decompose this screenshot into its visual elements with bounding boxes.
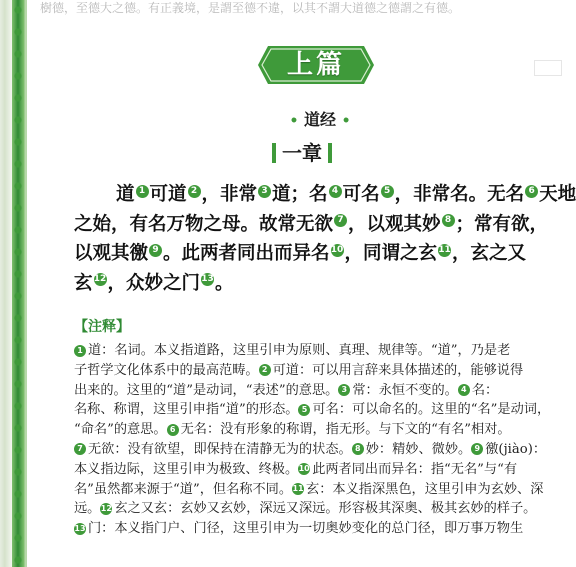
footnote-marker: 12 (93, 274, 107, 285)
main-text (74, 180, 576, 298)
note-number-marker: 10 (298, 464, 310, 474)
footnote-marker: 4 (329, 185, 342, 198)
footnote-marker: 11 (438, 244, 451, 255)
footnote-marker: 6 (525, 185, 538, 198)
main-text-segment: ，众妙之门 (107, 272, 201, 294)
note-line (74, 460, 546, 480)
section-title: 上篇 (286, 50, 345, 80)
note-text-segment: 玄：本义指深黑色，这里引申为玄妙、深 (306, 481, 544, 497)
main-text-segment: ，非常 (201, 184, 258, 205)
note-text-segment: 名： (471, 382, 499, 398)
note-text-segment: 名”虽然都来源于“道”，但名称不同。 (74, 481, 293, 497)
notes-title: 【注释】 (74, 319, 130, 335)
note-line (74, 420, 546, 440)
note-line (74, 480, 546, 500)
note-line (74, 361, 546, 381)
note-number-marker: 13 (74, 523, 86, 533)
main-text-segment: 道；名 (272, 184, 328, 205)
footnote-marker: 8 (442, 214, 455, 227)
note-text-segment: 徼(jiào)： (485, 441, 547, 457)
footnote-marker: 13 (201, 274, 214, 285)
note-number-marker: 1 (74, 345, 86, 357)
note-text-segment: 远。 (74, 501, 101, 517)
note-number-marker: 7 (74, 443, 86, 455)
note-line (74, 341, 546, 361)
note-text-segment: 门：本义指门户、门径，这里引申为一切奥妙变化的总门径，即万事万物生 (88, 521, 524, 537)
vine-border-line (25, 0, 27, 567)
main-text-segment: 可道 (149, 184, 187, 205)
note-line (74, 519, 546, 539)
main-text-segment: 。此两者同出而异名 (163, 243, 330, 264)
main-text-segment: 道 (116, 184, 135, 205)
main-text-segment: 可名 (342, 184, 380, 205)
note-number-marker: 2 (259, 364, 271, 376)
main-text-segment: ，玄之又 (452, 243, 527, 264)
vine-border-decoration (12, 0, 24, 567)
main-text-segment: ；常有欲， (455, 213, 549, 235)
main-text-segment: ，以观其妙 (348, 213, 441, 235)
main-text-segment: 。 (215, 272, 234, 294)
note-text-segment: 此两者同出而异名：指“无名”与“有 (312, 461, 518, 477)
note-number-marker: 9 (471, 443, 483, 455)
bleed-box (534, 60, 562, 76)
bleed-through-text (40, 0, 562, 16)
note-text-segment: 名称、称谓，这里引申指“道”的形态。 (74, 402, 299, 418)
note-number-marker: 5 (298, 404, 310, 416)
note-text-segment: 无欲：没有欲望，即保持在清静无为的状态。 (88, 441, 352, 457)
note-text-segment: 本义指边际，这里引申为极致、终极。 (74, 461, 299, 477)
book-heading-text: 道经 (303, 110, 336, 129)
footnote-marker: 7 (334, 214, 347, 227)
notes-body (74, 341, 551, 539)
note-number-marker: 12 (100, 503, 112, 513)
main-text-line (74, 239, 544, 269)
footnote-marker: 9 (149, 244, 162, 257)
note-text-segment: 玄之又玄：玄妙又玄妙，深远又深远。形容极其深奥、极其玄妙的样子。 (114, 501, 537, 517)
chapter-title (272, 140, 332, 166)
note-text-segment: 常：永恒不变的。 (352, 382, 458, 398)
footnote-marker: 3 (258, 185, 271, 198)
footnote-marker: 5 (381, 185, 394, 198)
main-text-segment: 天地 (539, 184, 576, 205)
bullet-dot-icon: • (289, 113, 299, 129)
note-text-segment: 可名：可以命名的。这里的“名”是动词， (312, 402, 551, 418)
note-text-segment: 子哲学文化体系中的最高范畴。 (74, 362, 259, 378)
note-text-segment: 道：名词。本义指道路，这里引申为原则、真理、规律等。“道”，乃是老 (88, 343, 511, 358)
main-text-line (74, 180, 576, 210)
main-text-segment: 之始，有名万物之母。故常无欲 (74, 213, 334, 235)
note-number-marker: 4 (458, 384, 470, 396)
main-text-segment: 以观其徼 (74, 243, 149, 264)
note-text-segment: 出来的。这里的“道”是动词，“表述”的意思。 (74, 382, 339, 398)
note-text-segment: “命名”的意思。 (74, 422, 167, 438)
main-text-line (74, 210, 549, 240)
note-number-marker: 8 (352, 443, 364, 455)
section-banner (258, 46, 374, 84)
note-line (74, 440, 546, 460)
footnote-marker: 1 (136, 185, 149, 198)
note-text-segment: 可道：可以用言辞来具体描述的，能够说得 (272, 362, 524, 378)
main-text-segment: ，同谓之玄 (344, 243, 438, 264)
note-number-marker: 11 (292, 484, 304, 494)
footnote-marker: 2 (188, 185, 201, 198)
chapter-title-text: 一章 (282, 141, 322, 165)
main-text-segment: 玄 (74, 272, 93, 294)
main-text-line (74, 269, 544, 299)
note-text-segment: 无名：没有形象的称谓，指无形。与下文的“有名”相对。 (180, 422, 511, 438)
note-line (74, 381, 546, 401)
page-edge (0, 0, 12, 567)
bleed-top-line: 樹德，至德大之德。有正義境，是謂至德不違，以其不謂大道德之德謂之有德。 (40, 1, 461, 15)
note-line (74, 400, 551, 420)
note-line (74, 499, 546, 519)
footnote-marker: 10 (330, 244, 344, 255)
note-text-segment: 妙：精妙、微妙。 (365, 441, 472, 457)
bullet-dot-icon: • (341, 113, 351, 129)
note-number-marker: 6 (167, 424, 179, 436)
main-text-segment: ，非常名。无名 (394, 184, 525, 205)
book-heading (280, 110, 360, 130)
note-number-marker: 3 (338, 384, 350, 396)
